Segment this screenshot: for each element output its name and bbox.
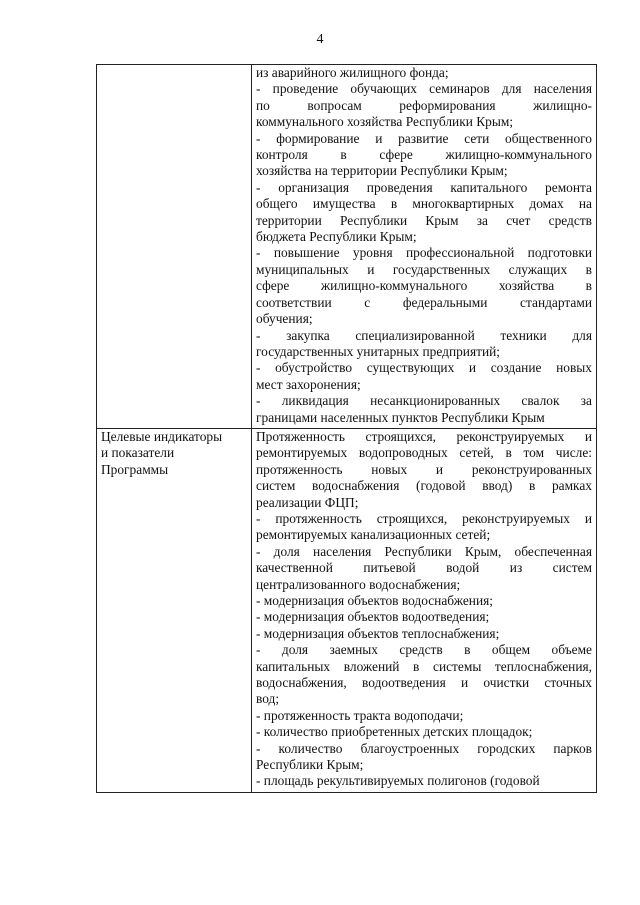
measures-text-line: коммунального хозяйства Республики Крым; — [256, 114, 514, 130]
indicators-text-line: водоснабжения, водоотведения и очистки сточных — [256, 675, 592, 691]
measures-text-line: территории Республики Крым за счет средств — [256, 212, 592, 228]
table-row — [97, 428, 597, 792]
measures-text-line: общего имущества в многоквартирных домах на — [256, 196, 592, 212]
measures-text-line: сфере жилищно-коммунального хозяйства в — [256, 278, 592, 294]
measures-text-line: из аварийного жилищного фонда; — [256, 65, 449, 80]
indicators-text-line: - количество приобретенных детских площадок; — [256, 724, 533, 740]
indicators-text-line: вод; — [256, 691, 280, 707]
indicators-text-line: Республики Крым; — [256, 757, 364, 773]
program-passport-table — [96, 64, 597, 793]
indicators-label-line: и показатели — [101, 445, 175, 461]
indicators-text-line: ремонтируемых водопроводных сетей, в том числе: — [256, 445, 592, 461]
row-label-cell-empty — [97, 65, 252, 429]
measures-text-line: - формирование и развитие сети общественного — [256, 130, 592, 146]
indicators-text-line: систем водоснабжения (годовой ввод) в рамках — [256, 478, 592, 494]
measures-text-line: границами населенных пунктов Республики Крым — [256, 409, 545, 425]
measures-text-line: контроля в сфере жилищно-коммунального — [256, 147, 592, 163]
measures-text-line: бюджета Республики Крым; — [256, 229, 417, 245]
indicators-text-line: - доля населения Республики Крым, обеспеченная — [256, 543, 592, 559]
row-label-cell-indicators — [97, 428, 252, 792]
measures-text-line: - организация проведения капитального ремонта — [256, 179, 592, 195]
measures-text-line: обучения; — [256, 311, 313, 327]
indicators-text-line: - доля заемных средств в общем объеме — [256, 642, 592, 658]
measures-text-line: - закупка специализированной техники для — [256, 327, 592, 343]
indicators-text-line: протяженность новых и реконструированных — [256, 461, 592, 477]
indicators-text-line: - площадь рекультивируемых полигонов (годовой — [256, 773, 540, 789]
measures-text-line: хозяйства на территории Республики Крым; — [256, 163, 508, 179]
indicators-text-line: - модернизация объектов водоснабжения; — [256, 593, 494, 608]
indicators-text-line: централизованного водоснабжения; — [256, 576, 461, 592]
measures-text-line: государственных унитарных предприятий; — [256, 343, 501, 359]
indicators-text-line: - количество благоустроенных городских парков — [256, 740, 592, 756]
measures-text-line: мест захоронения; — [256, 376, 361, 392]
indicators-text-line: капитальных вложений в системы теплоснабжения, — [256, 658, 592, 674]
measures-text-line: - обустройство существующих и создание новых — [256, 360, 592, 376]
indicators-text-line: Протяженность строящихся, реконструируемых и — [256, 428, 592, 444]
measures-text-line: по вопросам реформирования жилищно- — [256, 97, 592, 113]
indicators-label-line: Программы — [101, 461, 169, 477]
indicators-text-line: - протяженность строящихся, реконструируемых и — [256, 510, 592, 526]
indicators-text-line: - модернизация объектов водоотведения; — [256, 609, 490, 625]
table-row — [97, 65, 597, 429]
measures-text-line: соответствии с федеральными стандартами — [256, 294, 592, 310]
measures-text-line: - проведение обучающих семинаров для населения — [256, 81, 592, 97]
indicators-label-line: Целевые индикаторы — [101, 428, 223, 444]
measures-text-line: - повышение уровня профессиональной подготовки — [256, 245, 592, 261]
row-content-cell-measures — [252, 65, 597, 429]
measures-text-line: - ликвидация несанкционированных свалок за — [256, 393, 592, 409]
page-number: 4 — [316, 32, 324, 47]
indicators-text-line: реализации ФЦП; — [256, 494, 359, 510]
indicators-text-line: качественной питьевой водой из систем — [256, 560, 592, 576]
row-content-cell-indicators — [252, 428, 597, 792]
indicators-text-line: - модернизация объектов теплоснабжения; — [256, 625, 500, 641]
indicators-text-line: - протяженность тракта водоподачи; — [256, 707, 464, 723]
indicators-text-line: ремонтируемых канализационных сетей; — [256, 527, 491, 543]
measures-text-line: муниципальных и государственных служащих в — [256, 261, 592, 277]
